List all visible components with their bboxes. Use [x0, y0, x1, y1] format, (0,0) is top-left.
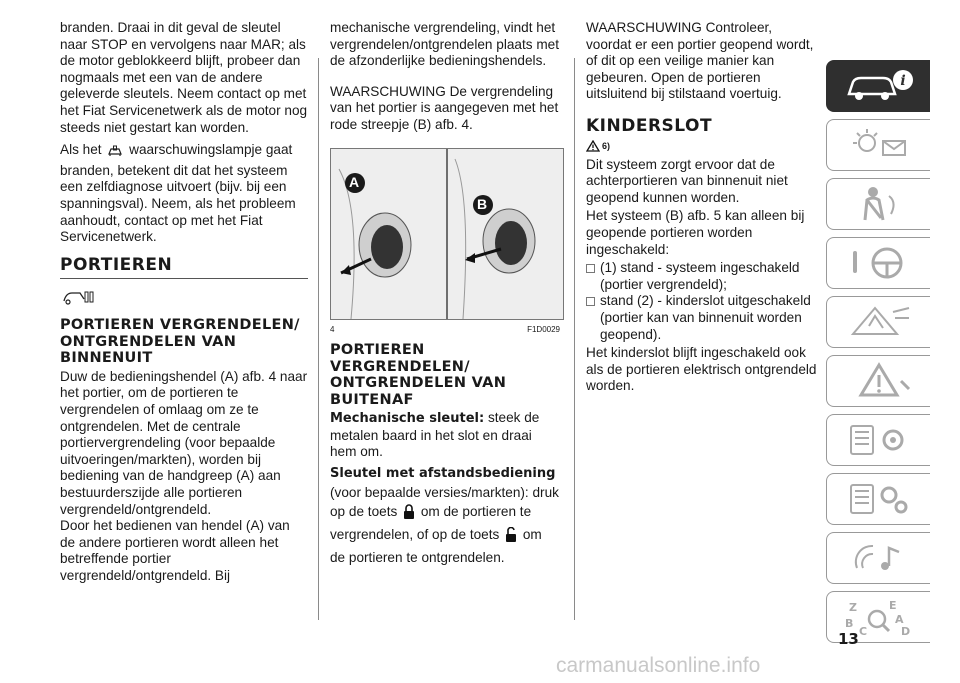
multimedia-icon — [839, 538, 919, 578]
callout-a: A — [349, 173, 360, 190]
warning-reference: 6) — [586, 138, 818, 155]
column-divider — [574, 58, 575, 620]
technical-data-icon — [839, 479, 919, 519]
chapter-tabs — [826, 60, 930, 650]
paragraph: branden. Draai in dit geval de sleutel naar STOP en vervolgens naar MAR; als de motor geblokkeerd blijft, probeer dan nogmaals met een van de andere geleverde sleutels. Neem contact op met het Fiat Servicenetwerk als de motor nog steeds niet gestart kan worden. — [60, 20, 308, 135]
svg-text:C: C — [858, 625, 867, 637]
column-2 — [330, 20, 560, 573]
watermark: carmanualsonline.info — [556, 654, 761, 677]
svg-text:i: i — [899, 73, 906, 89]
tab-emergency[interactable] — [826, 355, 930, 407]
warning-paragraph: WAARSCHUWING Controleer, voordat er een portier geopend wordt, of dit op een veilige manier kan gebeuren. Open de portieren uitsluitend bij stilstaand voertuig. — [586, 20, 814, 102]
section-heading: PORTIEREN — [60, 256, 308, 279]
figure-number: 4 — [330, 324, 335, 334]
warning-lights-icon — [839, 302, 919, 342]
svg-text:B: B — [844, 617, 853, 630]
warning-triangle-icon — [586, 140, 600, 152]
immobilizer-warning-icon — [107, 144, 123, 163]
steering-wheel-icon — [839, 243, 919, 283]
tab-technical-data[interactable] — [826, 473, 930, 525]
maintenance-icon — [839, 420, 919, 460]
paragraph: Sleutel met afstandsbediening (voor bepaalde versies/markten): druk op de toets om de portieren te vergrendelen, of op de toets om de portieren te ontgrendelen. — [330, 465, 559, 565]
svg-text:E: E — [888, 599, 897, 612]
door-lock-figure — [330, 148, 564, 320]
svg-text:A: A — [894, 613, 904, 626]
page-number: 13 — [838, 630, 859, 648]
paragraph: Door het bedienen van hendel (A) van de andere portieren wordt alleen het betreffende portier vergrendeld/ontgrendeld. Bij — [60, 518, 290, 583]
column-1 — [60, 20, 308, 591]
bullet-square-icon — [586, 297, 595, 306]
callout-b: B — [477, 195, 488, 212]
list-item: (1) stand - systeem ingeschakeld (portier vergrendeld); — [586, 260, 818, 293]
figure-code: F1D0029 — [527, 324, 560, 334]
paragraph: Mechanische sleutel: steek de metalen baard in het slot en draai hem om. — [330, 410, 540, 460]
bullet-square-icon — [586, 264, 595, 273]
lights-icon — [839, 125, 919, 165]
tab-maintenance[interactable] — [826, 414, 930, 466]
tab-starting-driving[interactable] — [826, 237, 930, 289]
column-divider — [318, 58, 319, 620]
paragraph: mechanische vergrendeling, vindt het vergrendelen/ontgrendelen plaats met de afzonderlijke bedieningshendels. — [330, 20, 559, 69]
paragraph: Het kinderslot blijft ingeschakeld ook als de portieren elektrisch ontgrendeld worden. — [586, 345, 817, 394]
paragraph: Dit systeem zorgt ervoor dat de achterportieren van binnenuit niet geopend kunnen worden. — [586, 156, 788, 205]
door-lock-illustration — [331, 149, 563, 319]
tab-safety[interactable] — [826, 178, 930, 230]
subsection-heading: PORTIEREN VERGRENDELEN/ ONTGRENDELEN VAN BUITENAF — [330, 342, 507, 408]
svg-text:Z: Z — [848, 601, 857, 614]
emergency-triangle-icon — [839, 361, 919, 401]
tab-car-info[interactable] — [826, 60, 930, 112]
warning-paragraph: WAARSCHUWING De vergrendeling van het portier is aangegeven met het rode streepje (B) afb. 4. — [330, 83, 559, 132]
subsection-heading: PORTIEREN VERGRENDELEN/ ONTGRENDELEN VAN BINNENUIT — [60, 317, 300, 367]
list-item: stand (2) - kinderslot uitgeschakeld (portier kan van binnenuit worden geopend). — [586, 293, 818, 343]
tab-multimedia[interactable] — [826, 532, 930, 584]
tab-dashboard-lights[interactable] — [826, 119, 930, 171]
lock-closed-icon — [403, 504, 415, 525]
column-3 — [586, 20, 818, 401]
car-info-icon — [839, 66, 919, 106]
car-door-icon — [62, 289, 96, 310]
tab-warning-lights[interactable] — [826, 296, 930, 348]
paragraph: Het systeem (B) afb. 5 kan alleen bij geopende portieren worden ingeschakeld: — [586, 208, 805, 257]
paragraph: Duw de bedieningshendel (A) afb. 4 naar het portier, om de portieren te vergrendelen of omlaag om ze te ontgrendelen. Met de centrale portiervergrendeling (voor bepaalde uitvoeringen/markten), worden bij bediening van de handgreep (A) aan bestuurderszijde alle portieren vergrendeld/ontgrendeld. — [60, 368, 308, 517]
lock-open-icon — [505, 527, 517, 548]
figure-caption — [330, 322, 560, 339]
paragraph: Als het waarschuwingslampje gaat branden, betekent dit dat het systeem een zelfdiagnose uitvoert (bijv. bij een spanningsval). Neem, als het probleem aanhoudt, contact op met het Fiat Servicenetwerk. — [60, 142, 296, 245]
seatbelt-icon — [839, 184, 919, 224]
section-heading: KINDERSLOT — [586, 115, 713, 136]
svg-text:D: D — [900, 625, 910, 637]
